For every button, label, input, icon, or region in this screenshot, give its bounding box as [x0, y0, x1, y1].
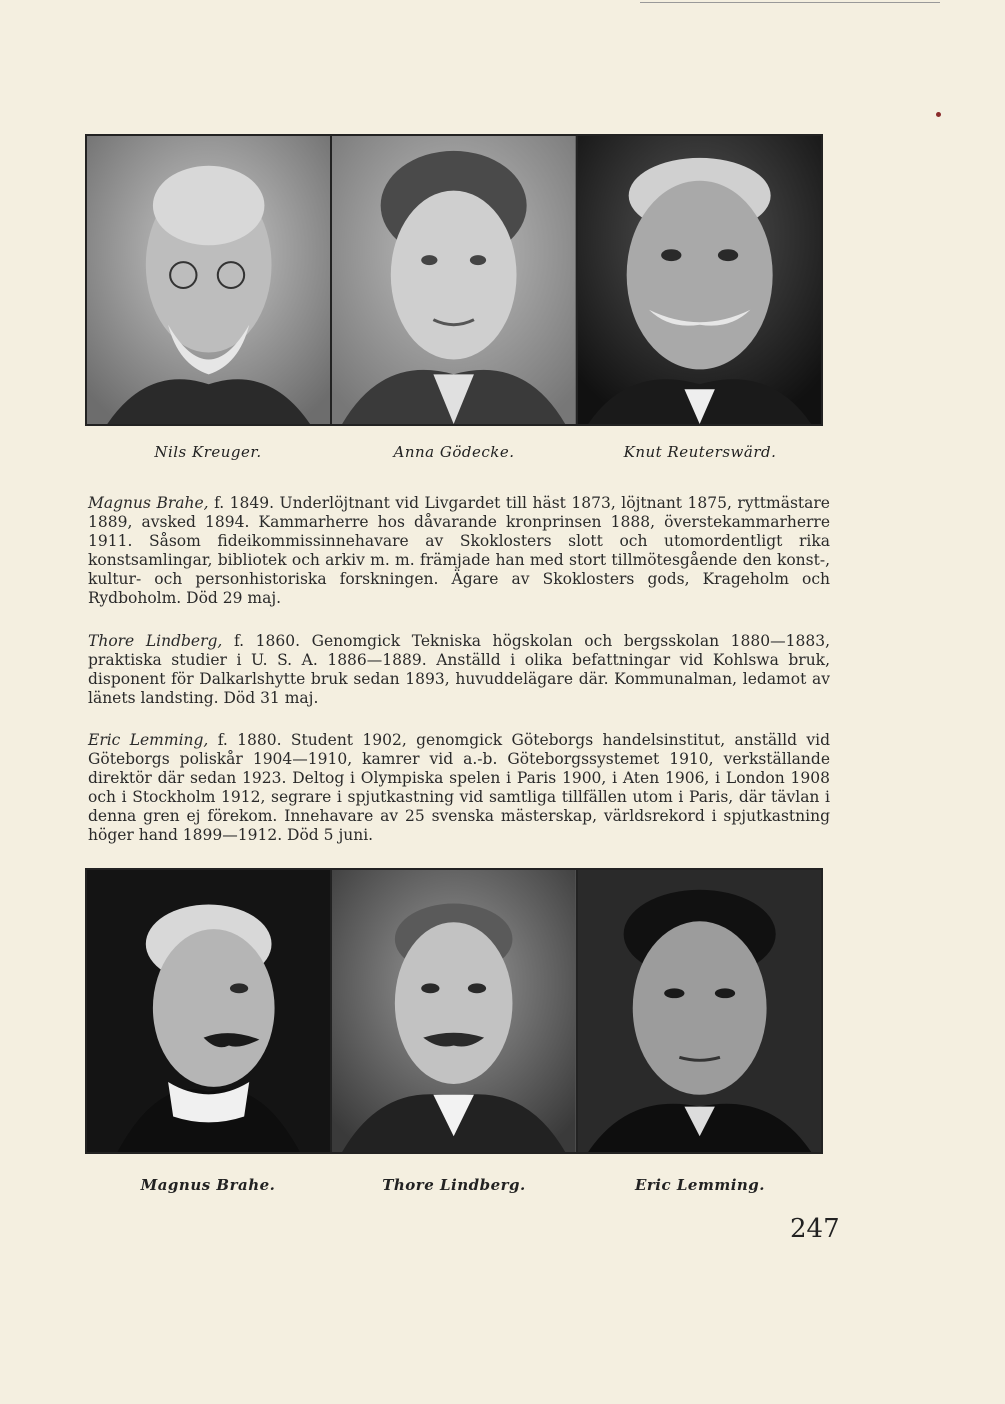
top-portrait-row	[85, 134, 823, 426]
bottom-captions	[85, 1176, 823, 1194]
top-captions	[85, 443, 823, 461]
bio-thore-lindberg	[88, 632, 830, 708]
bio-name: Eric Lemming,	[88, 731, 209, 749]
caption-knut-reutersward: Knut Reuterswärd.	[623, 443, 777, 461]
caption-magnus-brahe: Magnus Brahe.	[140, 1176, 276, 1194]
caption-anna-godecke: Anna Gödecke.	[393, 443, 515, 461]
bio-text: f. 1849. Underlöjtnant vid Livgardet till häst 1873, löjtnant 1875, ryttmästare 1889, avsked 1894. Kammarherre hos dåvarande kronprinsen 1888, överstekammarherre 1911. Såsom fideikommissinnehavare av Skoklosters slott och utomordentligt rika konstsamlingar, bibliotek och arkiv m. m. främjade han med stort tillmötesgående den konst-, kultur- och personhistoriska forskningen. Ägare av Skoklosters gods, Krageholm och Rydboholm. Död 29 maj.	[88, 494, 830, 607]
caption-eric-lemming: Eric Lemming.	[634, 1176, 766, 1194]
bio-name: Thore Lindberg,	[88, 632, 223, 650]
bottom-portrait-row	[85, 868, 823, 1154]
portrait-eric-lemming	[578, 870, 821, 1152]
portrait-knut-reutersward	[578, 136, 821, 424]
caption-nils-kreuger: Nils Kreuger.	[154, 443, 262, 461]
bio-magnus-brahe	[88, 494, 830, 608]
ink-mark	[936, 112, 941, 117]
bio-name: Magnus Brahe,	[88, 494, 209, 512]
portrait-thore-lindberg	[332, 870, 575, 1152]
top-edge-line	[640, 2, 940, 3]
portrait-anna-godecke	[332, 136, 575, 424]
portrait-nils-kreuger	[87, 136, 330, 424]
bio-eric-lemming	[88, 731, 830, 845]
portrait-magnus-brahe	[87, 870, 330, 1152]
page-number: 247	[790, 1214, 840, 1244]
caption-thore-lindberg: Thore Lindberg.	[382, 1176, 526, 1194]
bio-text: f. 1880. Student 1902, genomgick Göteborgs handelsinstitut, anställd vid Göteborgs poliskår 1904—1910, kamrer vid a.-b. Göteborgssystemet 1910, verkställande direktör där sedan 1923. Deltog i Olympiska spelen i Paris 1900, i Aten 1906, i London 1908 och i Stockholm 1912, segrare i spjutkastning vid samtliga tillfällen utom i Paris, där tävlan i denna gren ej förekom. Innehavare av 25 svenska mästerskap, världsrekord i spjutkastning höger hand 1899—1912. Död 5 juni.	[88, 731, 830, 844]
bio-text: f. 1860. Genomgick Tekniska högskolan och bergsskolan 1880—1883, praktiska studier i U. S. A. 1886—1889. Anställd i olika befattningar vid Kohlswa bruk, disponent för Dalkarlshytte bruk sedan 1893, huvuddelägare där. Kommunalman, ledamot av länets landsting. Död 31 maj.	[88, 632, 830, 707]
